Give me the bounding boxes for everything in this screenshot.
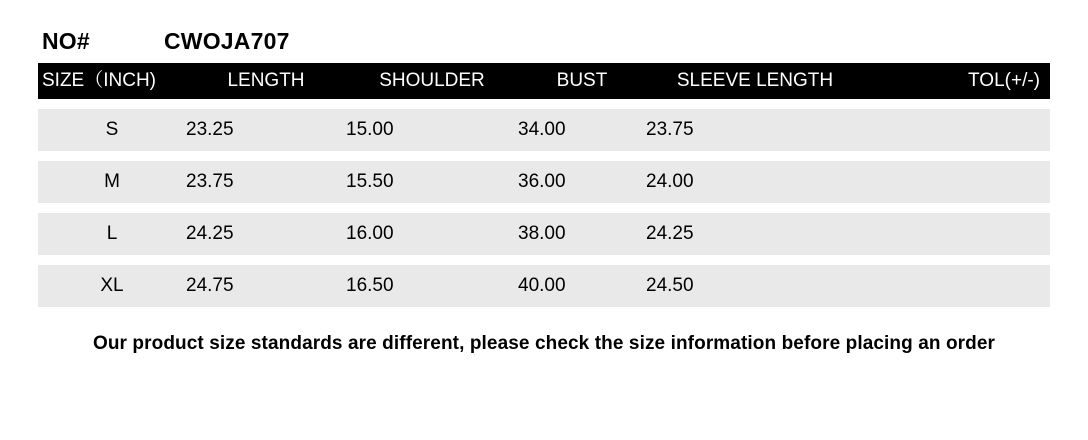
table-header: [38, 63, 1050, 99]
cell-size: L: [106, 223, 118, 244]
cell-size: M: [104, 171, 120, 192]
table-row: [38, 265, 1050, 307]
column-header-size: SIZE（INCH): [42, 70, 157, 91]
table-row: [38, 161, 1050, 203]
row-spacer: [38, 255, 1050, 265]
cell-length: 24.75: [186, 275, 234, 296]
cell-bust: 40.00: [518, 275, 566, 296]
cell-sleeve-length: 23.75: [646, 119, 694, 140]
cell-tolerance: [864, 213, 1050, 255]
product-number-row: [42, 28, 1050, 55]
cell-shoulder: 15.00: [346, 119, 394, 140]
row-spacer: [38, 151, 1050, 161]
cell-shoulder: 15.50: [346, 171, 394, 192]
cell-sleeve-length: 24.50: [646, 275, 694, 296]
table-body: [38, 99, 1050, 307]
column-header-tolerance: TOL(+/-): [968, 70, 1040, 91]
product-number-value: CWOJA707: [164, 28, 290, 54]
size-table: [38, 63, 1050, 307]
column-header-sleeve-length: SLEEVE LENGTH: [676, 70, 834, 91]
row-spacer: [38, 203, 1050, 213]
cell-tolerance: [864, 109, 1050, 151]
cell-length: 23.75: [186, 171, 234, 192]
cell-length: 23.25: [186, 119, 234, 140]
size-standard-note: Our product size standards are different, please check the size information before placing an order: [92, 333, 996, 354]
table-header-row: [38, 63, 1050, 99]
cell-size: S: [105, 119, 119, 140]
cell-shoulder: 16.50: [346, 275, 394, 296]
product-number-label: NO#: [42, 28, 90, 54]
column-header-shoulder: SHOULDER: [379, 70, 485, 91]
cell-sleeve-length: 24.25: [646, 223, 694, 244]
cell-bust: 38.00: [518, 223, 566, 244]
row-spacer: [38, 99, 1050, 109]
cell-bust: 34.00: [518, 119, 566, 140]
cell-bust: 36.00: [518, 171, 566, 192]
cell-size: XL: [100, 275, 124, 296]
cell-tolerance: [864, 161, 1050, 203]
cell-shoulder: 16.00: [346, 223, 394, 244]
column-header-bust: BUST: [556, 70, 608, 91]
table-row: [38, 109, 1050, 151]
cell-length: 24.25: [186, 223, 234, 244]
column-header-length: LENGTH: [227, 70, 305, 91]
cell-tolerance: [864, 265, 1050, 307]
cell-sleeve-length: 24.00: [646, 171, 694, 192]
table-row: [38, 213, 1050, 255]
